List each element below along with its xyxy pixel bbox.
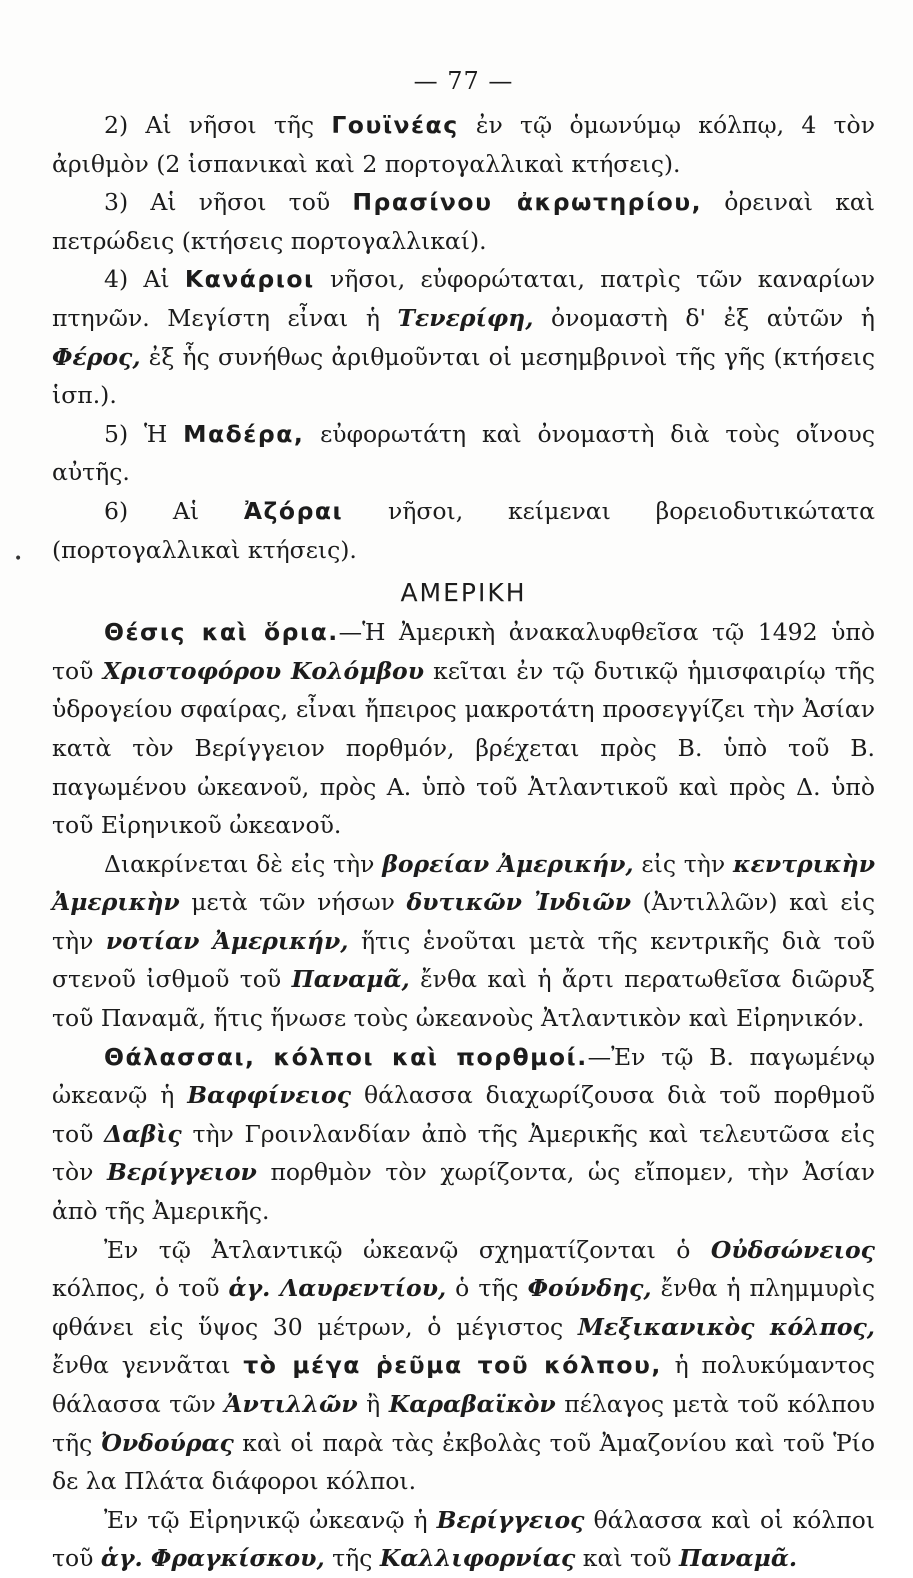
paragraph-heading: Θάλασσαι, κόλποι καὶ πορθμοί. [104,1042,588,1071]
paragraph-heading: Θέσις καὶ ὅρια. [104,618,339,647]
list-item-cape-verde: 3) Αἱ νῆσοι τοῦ Πρασίνου ἀκρωτηρίου, ὀρειναὶ καὶ πετρώδεις (κτήσεις πορτογαλλικαί). [52,188,875,255]
list-item-madeira: 5) Ἡ Μαδέρα, εὐφορωτάτη καὶ ὀνομαστὴ διὰ τοὺς οἴνους αὐτῆς. [52,419,875,487]
paragraph-atlantic: Ἐν τῷ Ἀτλαντικῷ ὠκεανῷ σχηματίζονται ὁ Οὐδσώνειος κόλπος, ὁ τοῦ ἁγ. Λαυρεντίου, ὁ τῆς Φούνδης, ἔνθα ἡ πλημμυρὶς φθάνει εἰς ὕψος 30 μέτρων, ὁ μέγιστος Μεξικανικὸς κόλπος, ἔνθα γεννᾶται τὸ μέγα ῥεῦμα τοῦ κόλπου, ἡ πολυκύμαντος θάλασσα τῶν Ἀντιλλῶν ἢ Καραβαϊκὸν πέλαγος μετὰ τοῦ κόλπου τῆς Ὀνδούρας καὶ οἱ παρὰ τὰς ἐκβολὰς τοῦ Ἀμαζονίου καὶ τοῦ Ῥίο δε λα Πλάτα διάφοροι κόλποι. [52,1235,875,1496]
paragraph-divisions: Διακρίνεται δὲ εἰς τὴν βορείαν Ἀμερικήν, εἰς τὴν κεντρικὴν Ἀμερικὴν μετὰ τῶν νήσων δυτικῶν Ἰνδιῶν (Ἀντιλλῶν) καὶ εἰς τὴν νοτίαν Ἀμερικήν, ἥτις ἑνοῦται μετὰ τῆς κεντρικῆς διὰ τοῦ στενοῦ ἰσθμοῦ τοῦ Παναμᾶ, ἔνθα καὶ ἡ ἄρτι περατωθεῖσα διῶρυξ τοῦ Παναμᾶ, ἥτις ἥνωσε τοὺς ὠκεανοὺς Ἀτλαντικὸν καὶ Εἰρηνικόν. [52,849,876,1033]
place-name-guinea: Γουϊνέας [331,111,459,139]
place-name-feros: Φέρος, [52,342,141,371]
place-name-canaries: Κανάριοι [184,265,315,294]
list-item-canaries: 4) Αἱ Κανάριοι νῆσοι, εὐφορώταται, πατρὶς τῶν καναρίων πτηνῶν. Μεγίστη εἶναι ἡ Τενερίφη, ὀνομαστὴ δ' ἐξ αὐτῶν ἡ Φέρος, ἐξ ἧς συνήθως ἀριθμοῦνται οἱ μεσημβρινοὶ τῆς γῆς (κτήσεις ἱσπ.). [52,265,875,410]
section-title: ΑΜΕΡΙΚΗ [400,578,527,608]
paragraph-seas-gulfs: Θάλασσαι, κόλποι καὶ πορθμοί.—Ἐν τῷ Β. παγωμένῳ ὠκεανῷ ἡ Βαφφίνειος θάλασσα διαχωρίζουσα διὰ τοῦ πορθμοῦ τοῦ Δαβὶς τὴν Γροινλανδίαν ἀπὸ τῆς Ἀμερικῆς καὶ τελευτῶσα εἰς τὸν Βερίγγειον πορθμὸν τὸν χωρίζοντα, ὡς εἴπομεν, τὴν Ἀσίαν ἀπὸ τῆς Ἀμερικῆς. [52,1042,876,1226]
margin-bullet: • [14,551,23,567]
page-number: — 77 — [413,67,514,95]
place-name-cape-verde: Πρασίνου ἀκρωτηρίου, [352,188,703,217]
place-name-madeira: Μαδέρα, [183,419,305,448]
place-name-tenerife: Τενερίφη, [397,303,534,332]
place-name-azores: Ἀζόραι [243,496,344,525]
list-item-guinea: 2) Αἱ νῆσοι τῆς Γουϊνέας ἐν τῷ ὁμωνύμῳ κόλπῳ, 4 τὸν ἀριθμὸν (2 ἱσπανικαὶ καὶ 2 πορτογαλλικαὶ κτήσεις). [52,111,875,178]
paragraph-position-borders: Θέσις καὶ ὅρια.—Ἡ Ἀμερικὴ ἀνακαλυφθεῖσα τῷ 1492 ὑπὸ τοῦ Χριστοφόρου Κολόμβου κεῖται ἐν τῷ δυτικῷ ἡμισφαιρίῳ τῆς ὑδρογείου σφαίρας, εἶναι ἤπειρος μακροτάτη προσεγγίζει τὴν Ἀσίαν κατὰ τὸν Βερίγγειον πορθμόν, βρέχεται πρὸς Β. ὑπὸ τοῦ Β. παγωμένου ὠκεανοῦ, πρὸς Α. ὑπὸ τοῦ Ἀτλαντικοῦ καὶ πρὸς Δ. ὑπὸ τοῦ Εἰρηνικοῦ ὠκεανοῦ. [52,618,876,840]
paragraph-pacific: Ἐν τῷ Εἰρηνικῷ ὠκεανῷ ἡ Βερίγγειος θάλασσα καὶ οἱ κόλποι τοῦ ἁγ. Φραγκίσκου, τῆς Καλλιφορνίας καὶ τοῦ Παναμᾶ. [52,1505,875,1573]
list-item-azores: 6) Αἱ Ἀζόραι νῆσοι, κείμεναι βορειοδυτικώτατα (πορτογαλλικαὶ κτήσεις). [52,496,875,564]
